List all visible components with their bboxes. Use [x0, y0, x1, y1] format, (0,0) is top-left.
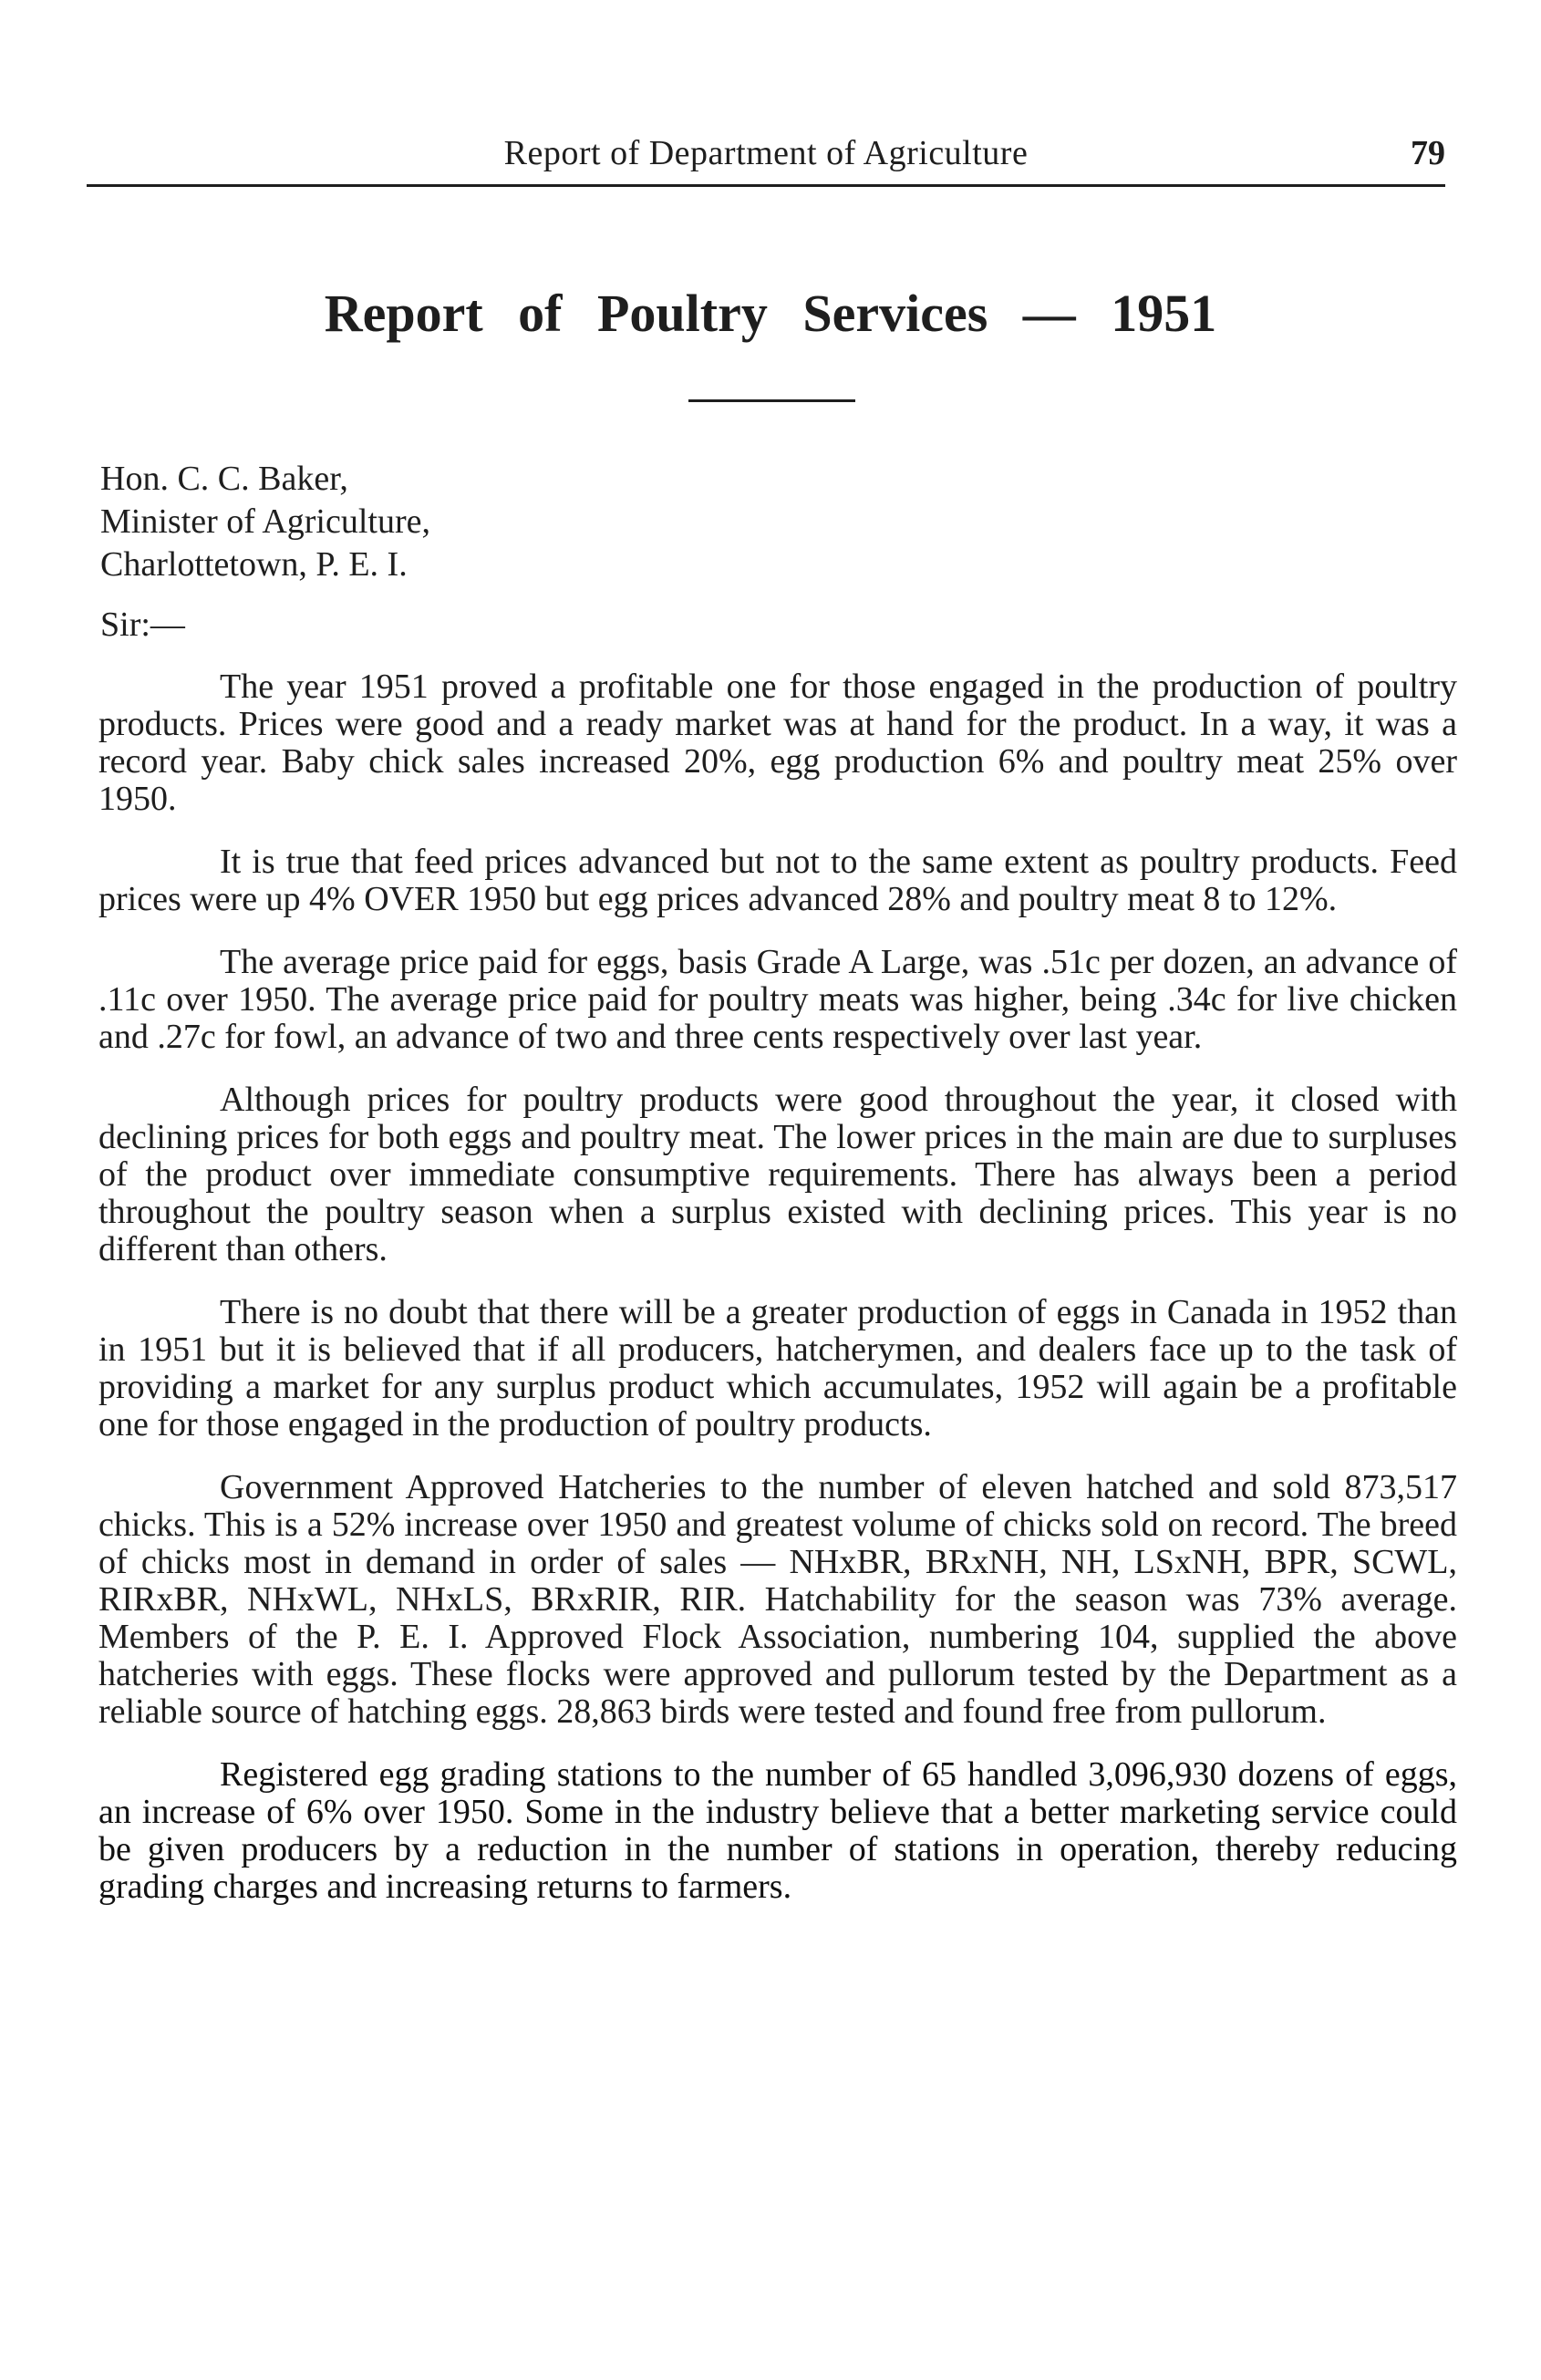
paragraph-2: It is true that feed prices advanced but not to the same extent as poultry products. Feed prices were up 4% OVER 1950 but egg prices advanced 28% and poultry meat 8 to 12%.	[98, 843, 1457, 918]
paragraph-6: Government Approved Hatcheries to the number of eleven hatched and sold 873,517 chicks. This is a 52% increase over 1950 and greatest volume of chicks sold on record. The breed of chicks most in demand in order of sales — NHxBR, BRxNH, NH, LSxNH, BPR, SCWL, RIRxBR, NHxWL, NHxLS, BRxRIR, RIR. Hatchability for the season was 73% average. Members of the P. E. I. Approved Flock Association, numbering 104, supplied the above hatcheries with eggs. These flocks were approved and pullorum tested by the Department as a reliable source of hatching eggs. 28,863 birds were tested and found free from pullorum.	[98, 1468, 1457, 1731]
salutation: Sir:—	[100, 605, 185, 644]
paragraph-7: Registered egg grading stations to the number of 65 handled 3,096,930 dozens of eggs, an increase of 6% over 1950. Some in the industry believe that a better marketing service could be given producers by a reduction in the number of stations in operation, thereby reducing grading charges and increasing returns to farmers.	[98, 1755, 1457, 1906]
paragraph-4: Although prices for poultry products were good throughout the year, it closed with declining prices for both eggs and poultry meat. The lower prices in the main are due to surpluses of the product over immediate consumptive requirements. There has always been a period throughout the poultry season when a surplus existed with declining prices. This year is no different than others.	[98, 1081, 1457, 1268]
address-line-office: Minister of Agriculture,	[100, 502, 430, 541]
paragraph-3: The average price paid for eggs, basis Grade A Large, was .51c per dozen, an advance of .11c over 1950. The average price paid for poultry meats was higher, being .34c for live chicken and .27c for fowl, an advance of two and three cents respectively over last year.	[98, 943, 1457, 1056]
address-line-recipient: Hon. C. C. Baker,	[100, 460, 348, 498]
address-line-location: Charlottetown, P. E. I.	[100, 545, 408, 584]
report-body	[98, 668, 1457, 1931]
address-block	[100, 458, 430, 586]
page-number: 79	[1411, 134, 1445, 172]
running-header	[87, 133, 1445, 187]
title-divider	[688, 399, 855, 402]
paragraph-1: The year 1951 proved a profitable one for those engaged in the production of poultry products. Prices were good and a ready market was at hand for the product. In a way, it was a record year. Baby chick sales increased 20%, egg production 6% and poultry meat 25% over 1950.	[98, 667, 1457, 818]
running-title: Report of Department of Agriculture	[503, 134, 1029, 172]
report-title: Report of Poultry Services — 1951	[324, 284, 1217, 343]
paragraph-5: There is no doubt that there will be a greater production of eggs in Canada in 1952 than in 1951 but it is believed that if all producers, hatcherymen, and dealers face up to the task of providing a market for any surplus product which accumulates, 1952 will again be a profitable one for those engaged in the production of poultry products.	[98, 1293, 1457, 1444]
